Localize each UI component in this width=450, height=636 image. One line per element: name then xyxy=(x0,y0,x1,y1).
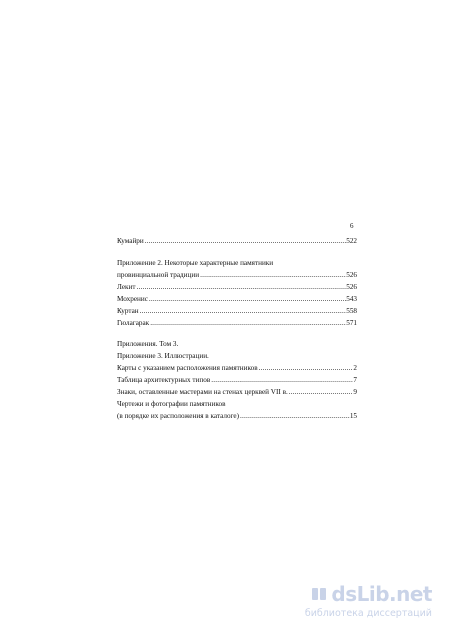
toc-entry-page: 526 xyxy=(346,271,357,279)
toc-entry-arch-table xyxy=(117,374,357,386)
toc-leader-dots xyxy=(150,317,346,329)
toc-entry-drawings xyxy=(117,410,357,422)
toc-entry-page: 526 xyxy=(346,283,357,291)
toc-entry-mokhrenis xyxy=(117,293,357,305)
toc-section-appendix-3: Приложение 3. Иллюстрации. xyxy=(117,352,209,360)
toc-leader-dots xyxy=(211,374,353,386)
toc-entry-kurtan xyxy=(117,305,357,317)
toc-entry-marks xyxy=(117,386,357,398)
toc-entry-label: провинциальной традиции xyxy=(117,271,200,279)
toc-entry-kumayri xyxy=(117,235,357,247)
book-icon xyxy=(310,585,328,603)
toc-entry-page: 558 xyxy=(346,307,357,315)
toc-entry-label: Таблица архитектурных типов xyxy=(117,376,211,384)
page-number: 6 xyxy=(350,222,354,230)
toc-section-volume-3: Приложения. Том 3. xyxy=(117,340,179,348)
toc-leader-dots xyxy=(200,269,346,281)
toc-section-appendix-2: Приложение 2. Некоторые характерные памятники xyxy=(117,259,274,267)
toc-leader-dots xyxy=(145,235,346,247)
toc-leader-dots xyxy=(140,305,347,317)
toc-leader-dots xyxy=(149,293,346,305)
toc-entry-page: 543 xyxy=(346,295,357,303)
toc-entry-label: Знаки, оставленные мастерами на стенах церквей VII в. xyxy=(117,388,288,396)
toc-section-drawings: Чертежи и фотографии памятников xyxy=(117,400,226,408)
watermark xyxy=(286,582,436,628)
toc-entry-maps xyxy=(117,362,357,374)
toc-entry-label: (в порядке их расположения в каталоге) xyxy=(117,412,239,420)
toc-entry-label: Куртан xyxy=(117,307,139,315)
toc-entry-page: 7 xyxy=(353,376,357,384)
toc-entry-page: 15 xyxy=(349,412,357,420)
toc-entry-lekit xyxy=(117,281,357,293)
toc-entry-page: 571 xyxy=(346,319,357,327)
toc-entry-label: Мохренис xyxy=(117,295,148,303)
watermark-logo-text: dsLib.net xyxy=(331,582,432,606)
toc-leader-dots xyxy=(289,386,354,398)
watermark-logo xyxy=(310,582,432,606)
toc-entry-label: Кумайри xyxy=(117,237,144,245)
watermark-tagline: библиотека диссертаций xyxy=(304,608,432,619)
toc-entry-page: 2 xyxy=(353,364,357,372)
toc-entry-label: Лекит xyxy=(117,283,136,291)
toc-entry-label: Гюлагарак xyxy=(117,319,150,327)
toc-entry-page: 522 xyxy=(346,237,357,245)
toc-leader-dots xyxy=(259,362,354,374)
table-of-contents xyxy=(117,235,357,422)
toc-leader-dots xyxy=(240,410,350,422)
toc-entry-label: Карты с указанием расположения памятников xyxy=(117,364,258,372)
toc-entry-gyulagarak xyxy=(117,317,357,329)
toc-entry-page: 9 xyxy=(353,388,357,396)
toc-leader-dots xyxy=(137,281,347,293)
toc-entry-provincial xyxy=(117,269,357,281)
